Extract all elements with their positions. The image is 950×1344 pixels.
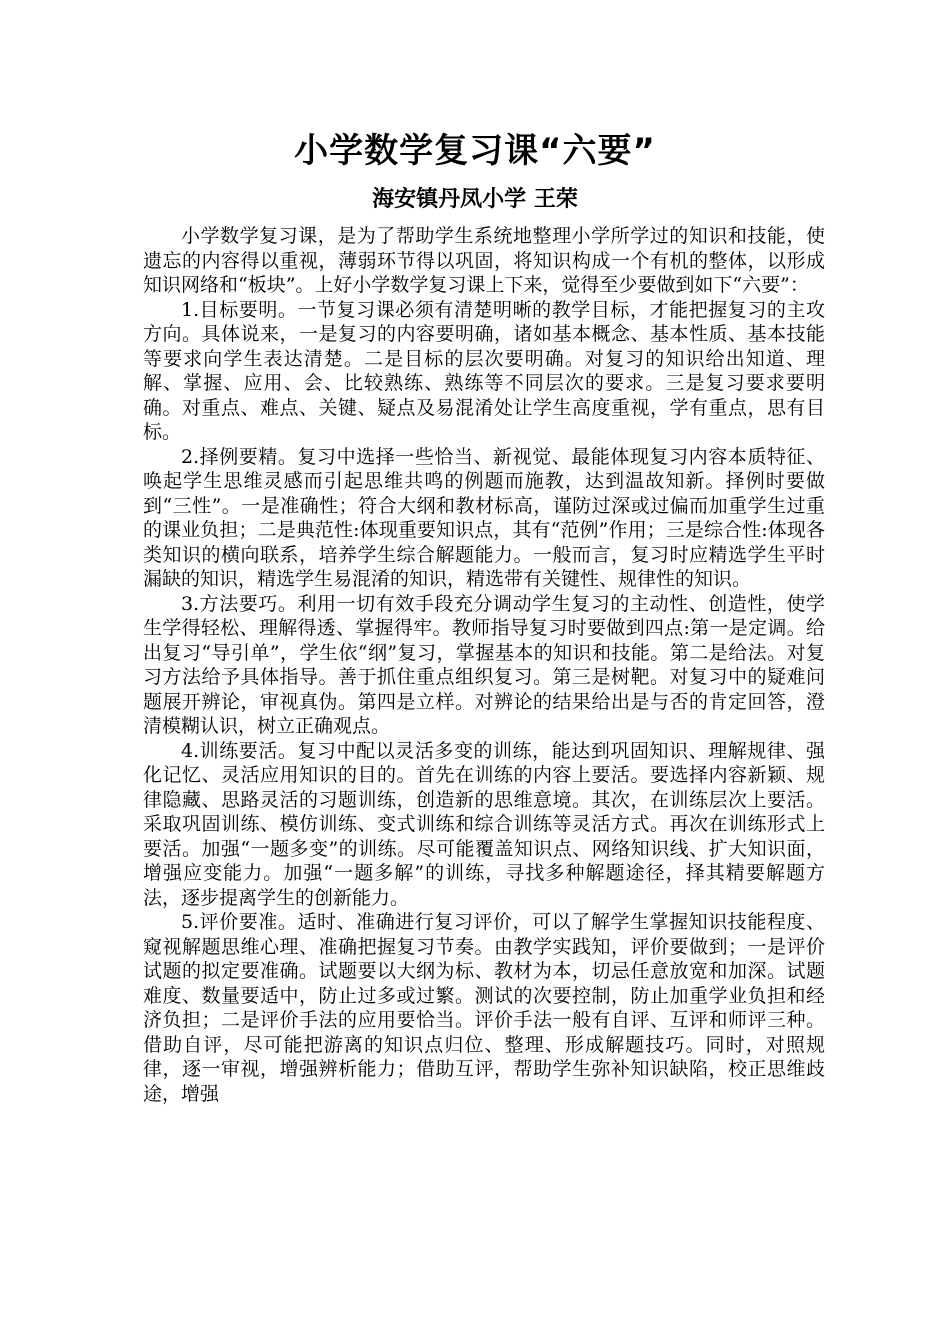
paragraph-evaluation: 5.评价要准。适时、准确进行复习评价，可以了解学生掌握知识技能程度、窥视解题思维心理、准确把握复习节奏。由教学实践知，评价要做到；一是评价试题的拟定要准确。试题要以大纲为标、教材为本，切忌任意放宽和加深。试题难度、数量要适中，防止过多或过繁。测试的次要控制，防止加重学业负担和经济负担；二是评价手法的应用要恰当。评价手法一般有自评、互评和师评三种。借助自评，尽可能把游离的知识点归位、整理、形成解题技巧。同时，对照规律，逐一审视，增强辨析能力；借助互评，帮助学生弥补知识缺陷，校正思维歧途，增强 [143, 911, 825, 1105]
paragraph-training: 4.训练要活。复习中配以灵活多变的训练，能达到巩固知识、理解规律、强化记忆、灵活应用知识的目的。首先在训练的内容上要活。要选择内容新颖、规律隐藏、思路灵活的习题训练，创造新的思维意境。其次，在训练层次上要活。采取巩固训练、模仿训练、变式训练和综合训练等灵活方式。再次在训练形式上要活。加强“一题多变”的训练。尽可能覆盖知识点、网络知识线、扩大知识面，增强应变能力。加强“一题多解”的训练，寻找多种解题途径，择其精要解题方法，逐步提离学生的创新能力。 [143, 739, 825, 909]
intro-paragraph: 小学数学复习课，是为了帮助学生系统地整理小学所学过的知识和技能，使遗忘的内容得以重视，薄弱环节得以巩固，将知识构成一个有机的整体，以形成知识网络和“板块”。上好小学数学复习课上下来，觉得至少要做到如下“六要”： [143, 225, 825, 296]
paragraph-examples: 2.择例要精。复习中选择一些恰当、新视觉、最能体现复习内容本质特征、唤起学生思维灵感而引起思维共鸣的例题而施教，达到温故知新。择例时要做到“三性”。一是准确性；符合大纲和教材标高，谨防过深或过偏而加重学生过重的课业负担；二是典范性:体现重要知识点，其有“范例”作用；三是综合性:体现各类知识的横向联系，培养学生综合解题能力。一般而言，复习时应精选学生平时漏缺的知识，精选学生易混淆的知识，精选带有关键性、规律性的知识。 [143, 445, 825, 590]
document-title: 小学数学复习课“六要” [294, 131, 656, 171]
document-author: 海安镇丹凤小学 王荣 [372, 187, 578, 212]
paragraph-methods: 3.方法要巧。利用一切有效手段充分调动学生复习的主动性、创造性，使学生学得轻松、理解得透、掌握得牢。教师指导复习时要做到四点:第一是定调。给出复习“导引单”，学生依“纲”复习，掌握基本的知识和技能。第二是给法。对复习方法给予具体指导。善于抓住重点组织复习。第三是树靶。对复习中的疑难问题展开辨论，审视真伪。第四是立样。对辨论的结果给出是与否的肯定回答，澄清模糊认识，树立正确观点。 [143, 592, 825, 737]
paragraph-goals: 1.目标要明。一节复习课必须有清楚明晰的教学目标，才能把握复习的主攻方向。具体说来，一是复习的内容要明确，诸如基本概念、基本性质、基本技能等要求向学生表达清楚。二是目标的层次要明确。对复习的知识给出知道、理解、掌握、应用、会、比较熟练、熟练等不同层次的要求。三是复习要求要明确。对重点、难点、关键、疑点及易混淆处让学生高度重视，学有重点，思有目标。 [143, 298, 825, 443]
document-body [143, 224, 825, 1106]
